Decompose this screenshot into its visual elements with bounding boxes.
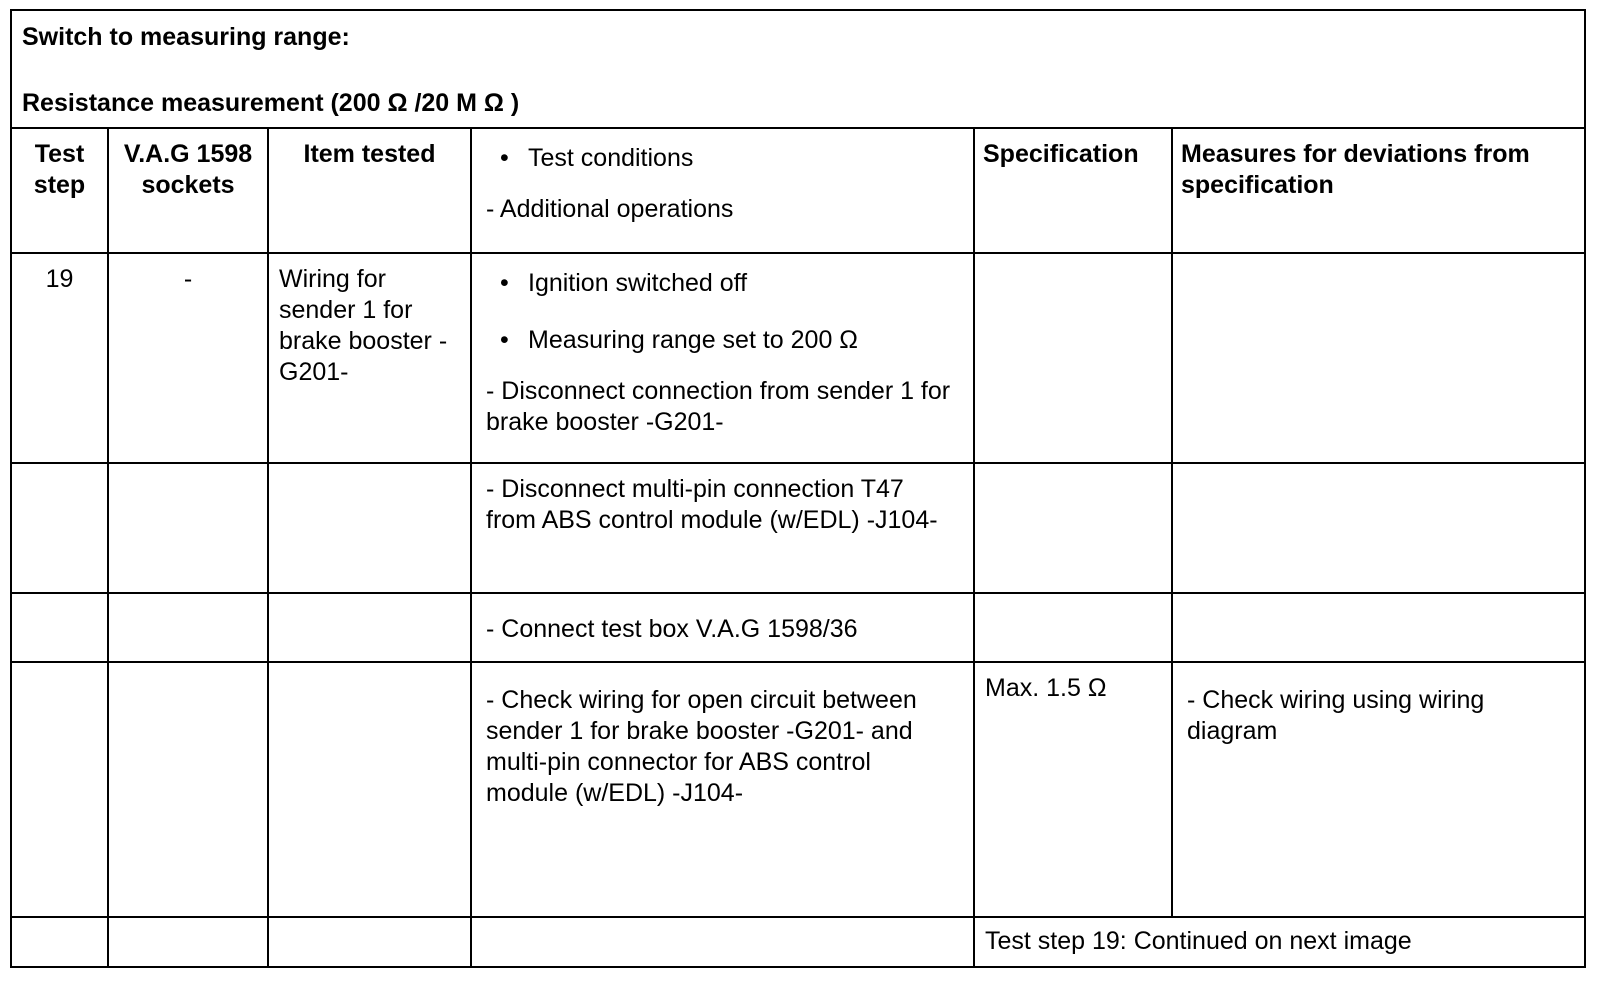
condition-item [486,268,959,299]
continued-note: Test step 19: Continued on next image [974,917,1585,967]
col-header-specification: Specification [974,128,1172,253]
table-row [11,463,1585,593]
cell-sockets [108,917,268,967]
header-bullet [486,143,959,174]
cell-operations [471,463,974,593]
cell-measures [1172,253,1585,463]
operation-text: - Disconnect multi-pin connection T47 from ABS control module (w/EDL) -J104- [486,475,938,534]
cell-specification [974,593,1172,662]
condition-item [486,325,959,356]
cell-operations [471,917,974,967]
cell-sockets [108,593,268,662]
header-box [10,9,1586,129]
table-row [11,253,1585,463]
cell-item-tested [268,593,471,662]
cell-measures [1172,662,1585,917]
document-sheet [10,9,1584,983]
bullet-icon: • [500,326,509,354]
cell-sockets: - [108,253,268,463]
table-row [11,593,1585,662]
header-subtitle: Resistance measurement (200 Ω /20 M Ω ) [22,89,520,117]
cell-measures [1172,593,1585,662]
bullet-icon: • [500,269,509,297]
header-additional-operations: - Additional operations [486,195,734,223]
condition-text: Measuring range set to 200 Ω [528,326,858,354]
cell-operations [471,253,974,463]
col-header-measures: Measures for deviations from specification [1172,128,1585,253]
cell-measures [1172,463,1585,593]
table-footer-row [11,917,1585,967]
cell-test-step [11,917,108,967]
col-header-item-tested: Item tested [268,128,471,253]
cell-test-step [11,662,108,917]
col-header-test-step: Test step [11,128,108,253]
cell-specification [974,463,1172,593]
cell-item-tested: Wiring for sender 1 for brake booster -G201- [268,253,471,463]
table-header-row [11,128,1585,253]
cell-test-step [11,463,108,593]
cell-specification: Max. 1.5 Ω [974,662,1172,917]
test-table [10,127,1586,968]
cell-item-tested [268,917,471,967]
col-header-conditions [471,128,974,253]
cell-operations [471,662,974,917]
measures-text: - Check wiring using wiring diagram [1187,686,1485,745]
cell-specification [974,253,1172,463]
cell-sockets [108,463,268,593]
cell-item-tested [268,662,471,917]
col-header-sockets: V.A.G 1598 sockets [108,128,268,253]
operation-text: - Connect test box V.A.G 1598/36 [486,615,858,643]
cell-operations [471,593,974,662]
bullet-icon: • [500,144,509,172]
table-row [11,662,1585,917]
header-test-conditions: Test conditions [528,144,694,172]
cell-test-step: 19 [11,253,108,463]
operation-text: - Disconnect connection from sender 1 for brake booster -G201- [486,377,951,436]
cell-sockets [108,662,268,917]
condition-text: Ignition switched off [528,269,748,297]
cell-test-step [11,593,108,662]
cell-item-tested [268,463,471,593]
operation-text: - Check wiring for open circuit between sender 1 for brake booster -G201- and multi-pin connector for ABS control module (w/EDL) -J104- [486,686,917,807]
header-title: Switch to measuring range: [22,23,350,51]
